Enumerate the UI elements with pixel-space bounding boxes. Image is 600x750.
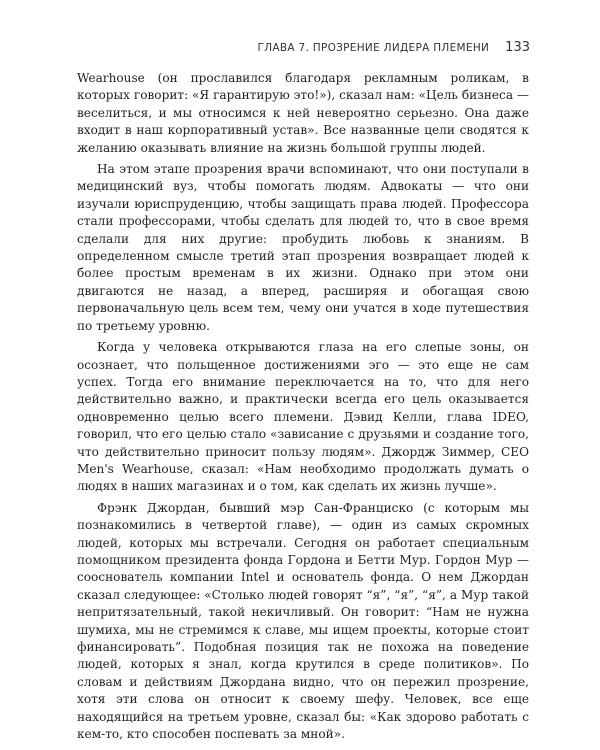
body-text	[77, 70, 529, 743]
paragraph: На этом этапе прозрения врачи вспоминают, что они поступали в медицинский вуз, чтобы помогать людям. Адвокаты — что они изучали юриспруденцию, чтобы защищать права людей. Профессора стали профессорами, чтобы сделать для людей то, что в свое время сделали для них другие: пробудить любовь к знаниям. В определенном смысле третий этап прозрения возвращает людей к более простым временам в их жизни. Однако при этом они двигаются не назад, а вперед, расширяя и обогащая свою первоначальную цель всем тем, чему они учатся в ходе путешествия по третьему уровню.	[77, 162, 529, 333]
chapter-title: ГЛАВА 7. ПРОЗРЕНИЕ ЛИДЕРА ПЛЕМЕНИ	[257, 42, 490, 54]
paragraph: Фрэнк Джордан, бывший мэр Сан-Франциско (с которым мы познакомились в четвертой главе), — один из самых скромных людей, которых мы встречали. Сегодня он работает специальным помощником президента фонда Гордона и Бетти Мур. Гордон Мур — сооснователь компании Intel и основатель фонда. О нем Джордан сказал следующее: «Столько людей говорят “я”, “я”, “я”, а Мур такой непритязательный, такой некичливый. Он говорит: “Нам не нужна шумиха, мы не стремимся к славе, мы ищем проекты, которые стоит финансировать”. Подобная позиция так не похожа на поведение людей, которых я знал, когда крутился в среде политиков». По словам и действиям Джордана видно, что он пережил прозрение, хотя эти слова он относит к своему шефу. Человек, все еще находящийся на третьем уровне, сказал бы: «Как здорово работать с кем-то, кто способен поспевать за мной».	[77, 500, 529, 742]
paragraph: Wearhouse (он прославился благодаря рекламным роликам, в которых говорит: «Я гарантирую это!»), сказал нам: «Цель бизнеса — веселиться, и мы относимся к ней невероятно серьезно. Она даже входит в наш корпоративный устав». Все названные цели сводятся к желанию оказывать влияние на жизнь большой группы людей.	[77, 71, 529, 155]
running-header	[257, 40, 530, 55]
paragraph: Когда у человека открываются глаза на его слепые зоны, он осознает, что польщенное достижениями эго — это еще не сам успех. Тогда его внимание переключается на то, что для него действительно важно, и практически всегда его цель оказывается одновременно целью всего племени. Дэвид Келли, глава IDEO, говорил, что его целью стало «зависание с друзьями и создание того, что действительно приносит пользу людям». Джордж Зиммер, CEO Men's Wearhouse, сказал: «Нам необходимо продолжать думать о людях в наших магазинах и о том, как сделать их жизнь лучше».	[77, 340, 529, 494]
page-number: 133	[505, 40, 530, 55]
